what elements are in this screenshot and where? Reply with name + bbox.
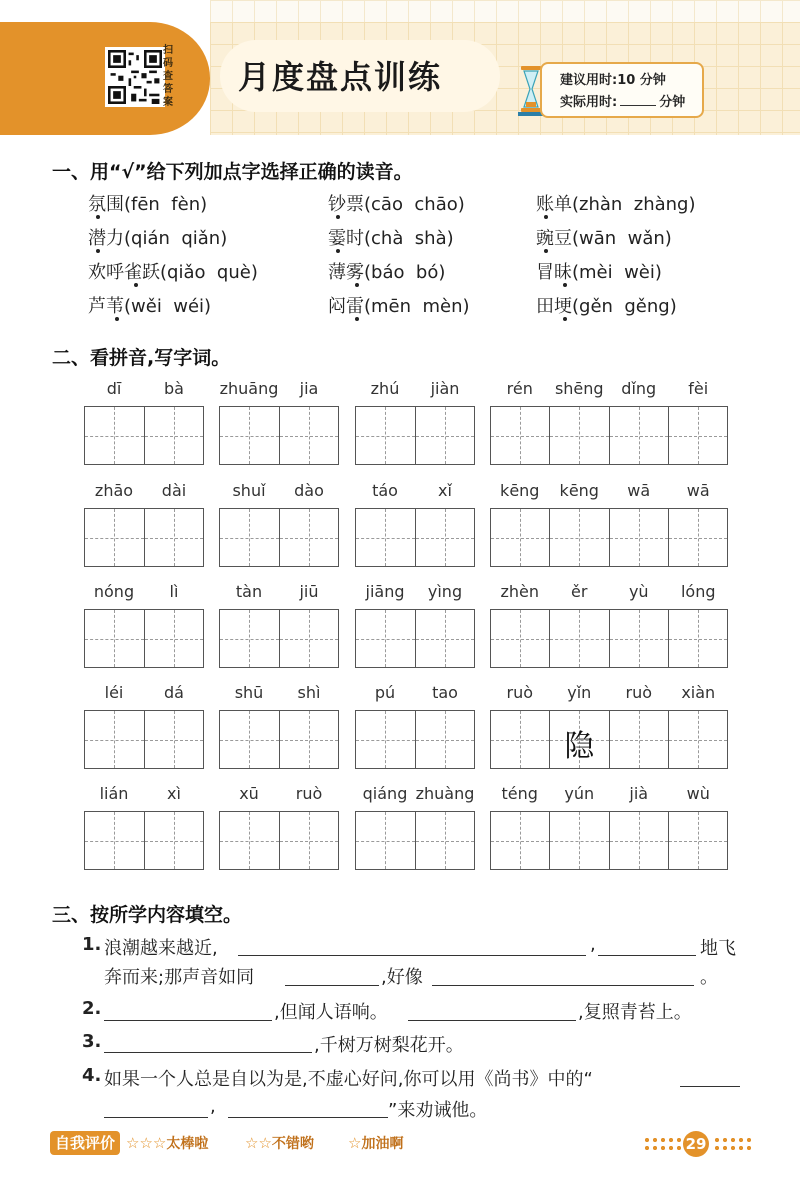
pinyin-label: ruò xyxy=(625,683,652,702)
q2-blank-1[interactable] xyxy=(104,1020,272,1021)
character-grid xyxy=(355,811,475,870)
pronunciation-item[interactable]: 欢呼雀跃(qiǎo què) xyxy=(88,262,258,283)
pronunciation-item[interactable]: 薄雾(báo bó) xyxy=(328,262,446,283)
character-grid xyxy=(84,609,204,668)
character-grid xyxy=(219,710,339,769)
rating-two-stars[interactable] xyxy=(245,1133,314,1153)
actual-time-field[interactable] xyxy=(620,105,656,106)
pinyin-label: shì xyxy=(297,683,321,702)
pinyin-label: shēng xyxy=(554,379,604,398)
character-cell[interactable] xyxy=(145,610,204,667)
star-icon: ☆ xyxy=(348,1134,362,1152)
q2-text-a: ,但闻人语响。 xyxy=(274,1002,388,1023)
pinyin-label: yún xyxy=(564,784,595,803)
pinyin-label: yìng xyxy=(427,582,463,601)
pinyin-label: shuǐ xyxy=(232,481,266,500)
q1-text-d: 奔而来;那声音如同 xyxy=(104,967,255,988)
character-grid xyxy=(355,508,475,567)
character-cell[interactable] xyxy=(356,711,416,768)
character-cell[interactable] xyxy=(669,407,727,464)
pinyin-label: zhú xyxy=(370,379,400,398)
q1-text-b: , xyxy=(590,934,596,955)
emphasis-dot xyxy=(134,283,138,287)
pinyin-label: dá xyxy=(164,683,184,702)
character-cell[interactable] xyxy=(550,407,609,464)
pinyin-label: zhuāng xyxy=(219,379,279,398)
character-cell[interactable] xyxy=(491,812,550,869)
rating-three-stars[interactable] xyxy=(126,1133,208,1153)
character-cell[interactable] xyxy=(356,610,416,667)
pinyin-label: ruò xyxy=(506,683,533,702)
star-icon: ☆☆ xyxy=(245,1134,272,1152)
pinyin-label: tao xyxy=(432,683,458,702)
character-grid xyxy=(84,406,204,465)
pronunciation-item[interactable]: 潜力(qián qiǎn) xyxy=(88,228,228,249)
q1-text-c: 地飞 xyxy=(700,938,736,959)
character-cell[interactable] xyxy=(610,812,669,869)
pinyin-label: jiāng xyxy=(365,582,405,601)
emphasis-dot xyxy=(336,215,340,219)
pinyin-label: dào xyxy=(294,481,324,500)
character-cell[interactable] xyxy=(280,509,339,566)
character-cell[interactable] xyxy=(356,407,416,464)
pinyin-label: wù xyxy=(686,784,710,803)
character-cell[interactable] xyxy=(550,711,609,768)
character-cell[interactable] xyxy=(550,610,609,667)
character-cell[interactable] xyxy=(145,711,204,768)
character-cell[interactable] xyxy=(416,509,475,566)
pinyin-label: dǐng xyxy=(621,379,657,398)
q3-text-a: ,千树万树梨花开。 xyxy=(314,1035,464,1056)
character-cell[interactable] xyxy=(85,812,145,869)
pinyin-label: xǐ xyxy=(438,481,452,500)
character-grid xyxy=(355,710,475,769)
pinyin-label: wā xyxy=(627,481,651,500)
character-cell[interactable] xyxy=(85,711,145,768)
header-grid-top xyxy=(210,0,800,22)
character-cell[interactable] xyxy=(280,407,339,464)
character-grid xyxy=(355,406,475,465)
character-cell[interactable] xyxy=(610,407,669,464)
pinyin-label: jiū xyxy=(299,582,319,601)
character-cell[interactable] xyxy=(356,509,416,566)
star-icon: ☆☆☆ xyxy=(126,1134,167,1152)
character-grid xyxy=(490,811,728,870)
character-cell[interactable] xyxy=(550,509,609,566)
page-deco-right xyxy=(713,1136,753,1152)
emphasis-dot xyxy=(544,249,548,253)
character-grid xyxy=(490,710,728,769)
pinyin-label: rén xyxy=(506,379,533,398)
pinyin-label: táo xyxy=(372,481,398,500)
pinyin-label: jia xyxy=(299,379,319,398)
time-box xyxy=(540,62,704,118)
q2-text-b: ,复照青苔上。 xyxy=(578,1002,692,1023)
self-evaluation-badge: 自我评价 xyxy=(50,1131,120,1155)
pinyin-label: bà xyxy=(164,379,184,398)
pinyin-label: jiàn xyxy=(430,379,460,398)
pinyin-label: xiàn xyxy=(681,683,716,702)
pinyin-label: lì xyxy=(169,582,179,601)
character-grid xyxy=(84,811,204,870)
character-cell[interactable] xyxy=(669,610,727,667)
pinyin-label: wā xyxy=(686,481,710,500)
pinyin-label: xì xyxy=(167,784,181,803)
pinyin-label: lián xyxy=(99,784,129,803)
emphasis-dot xyxy=(563,317,567,321)
q1-blank-3[interactable] xyxy=(285,985,379,986)
character-cell[interactable] xyxy=(85,610,145,667)
pinyin-label: zhèn xyxy=(500,582,540,601)
emphasis-dot xyxy=(355,283,359,287)
character-cell[interactable] xyxy=(491,407,550,464)
page-title: 月度盘点训练 xyxy=(238,58,443,96)
character-cell[interactable] xyxy=(416,610,475,667)
q2-number: 2. xyxy=(82,998,102,1019)
q1-blank-1[interactable] xyxy=(238,955,586,956)
pronunciation-item[interactable]: 芦苇(wěi wéi) xyxy=(88,296,212,317)
character-cell[interactable] xyxy=(280,610,339,667)
q3-number: 3. xyxy=(82,1031,102,1052)
rating3-label: 加油啊 xyxy=(361,1136,404,1152)
character-cell[interactable] xyxy=(145,812,204,869)
character-cell[interactable] xyxy=(669,711,727,768)
pinyin-label: qiáng xyxy=(362,784,408,803)
character-cell[interactable] xyxy=(669,509,727,566)
pronunciation-item[interactable]: 冒昧(mèi wèi) xyxy=(536,262,662,283)
pinyin-label: léi xyxy=(104,683,124,702)
character-cell[interactable] xyxy=(280,812,339,869)
character-cell[interactable] xyxy=(416,812,475,869)
character-grid xyxy=(490,406,728,465)
character-cell[interactable] xyxy=(550,812,609,869)
character-cell[interactable] xyxy=(491,711,550,768)
character-cell[interactable] xyxy=(220,509,280,566)
character-grid xyxy=(84,710,204,769)
pronunciation-item[interactable]: 账单(zhàn zhàng) xyxy=(536,194,696,215)
character-cell[interactable] xyxy=(145,509,204,566)
pinyin-label: dài xyxy=(161,481,187,500)
pinyin-label: shū xyxy=(234,683,264,702)
pinyin-label: jià xyxy=(629,784,649,803)
character-grid xyxy=(219,609,339,668)
q1-number: 1. xyxy=(82,934,102,955)
character-cell[interactable] xyxy=(220,812,280,869)
pronunciation-item[interactable]: 豌豆(wān wǎn) xyxy=(536,228,672,249)
pinyin-label: ěr xyxy=(571,582,588,601)
q4-blank-1[interactable] xyxy=(680,1086,740,1087)
character-cell[interactable] xyxy=(610,509,669,566)
character-grid xyxy=(490,609,728,668)
character-cell[interactable] xyxy=(85,509,145,566)
character-cell[interactable] xyxy=(220,407,280,464)
pinyin-label: téng xyxy=(501,784,538,803)
q1-text-a: 浪潮越来越近, xyxy=(104,938,218,959)
character-cell[interactable] xyxy=(220,610,280,667)
character-cell[interactable] xyxy=(356,812,416,869)
character-grid xyxy=(219,811,339,870)
cell-character: 隐 xyxy=(564,729,595,764)
character-cell[interactable] xyxy=(145,407,204,464)
rating2-label: 不错哟 xyxy=(271,1136,314,1152)
character-cell[interactable] xyxy=(416,407,475,464)
pinyin-label: pú xyxy=(374,683,396,702)
q4-blank-3[interactable] xyxy=(228,1117,388,1118)
character-cell[interactable] xyxy=(610,610,669,667)
suggested-time: 建议用时:10 分钟 xyxy=(560,73,666,88)
q1-text-e: ,好像 xyxy=(381,967,423,988)
q2-blank-2[interactable] xyxy=(408,1020,576,1021)
character-grid xyxy=(355,609,475,668)
pronunciation-item[interactable]: 氛围(fēn fèn) xyxy=(88,194,208,215)
pinyin-label: yù xyxy=(628,582,649,601)
q3-blank-1[interactable] xyxy=(104,1052,312,1053)
q4-text-b: , xyxy=(210,1096,216,1117)
character-cell[interactable] xyxy=(491,509,550,566)
actual-time-unit: 分钟 xyxy=(659,95,686,110)
section3-title: 三、按所学内容填空。 xyxy=(52,904,243,926)
character-cell[interactable] xyxy=(491,610,550,667)
pinyin-label: kēng xyxy=(559,481,599,500)
header xyxy=(0,0,800,135)
section1-title: 一、用“√”给下列加点字选择正确的读音。 xyxy=(52,161,413,183)
emphasis-dot xyxy=(355,317,359,321)
character-grid xyxy=(219,508,339,567)
character-grid xyxy=(84,508,204,567)
character-cell[interactable] xyxy=(610,711,669,768)
page-deco-left xyxy=(643,1136,683,1152)
emphasis-dot xyxy=(115,317,119,321)
qr-caption: 扫码查答案 xyxy=(163,45,173,108)
pinyin-label: ruò xyxy=(295,784,323,803)
pinyin-label: zhāo xyxy=(94,481,134,500)
character-cell[interactable] xyxy=(416,711,475,768)
emphasis-dot xyxy=(563,283,567,287)
character-cell[interactable] xyxy=(669,812,727,869)
q4-blank-2[interactable] xyxy=(104,1117,208,1118)
pinyin-label: zhuàng xyxy=(415,784,475,803)
q1-blank-4[interactable] xyxy=(432,985,694,986)
actual-time-label: 实际用时: xyxy=(560,95,618,110)
emphasis-dot xyxy=(544,215,548,219)
rating-one-star[interactable] xyxy=(348,1133,403,1153)
pronunciation-item[interactable]: 钞票(cāo chāo) xyxy=(328,194,465,215)
q4-text-a: 如果一个人总是自以为是,不虚心好问,你可以用《尚书》中的“ xyxy=(104,1069,593,1090)
pinyin-label: dī xyxy=(106,379,122,398)
q4-text-c: ”来劝诫他。 xyxy=(388,1100,488,1121)
q1-blank-2[interactable] xyxy=(598,955,696,956)
pinyin-label: nóng xyxy=(93,582,135,601)
q1-text-f: 。 xyxy=(700,967,718,988)
qr-code-icon[interactable] xyxy=(105,47,165,107)
character-grid xyxy=(490,508,728,567)
character-cell[interactable] xyxy=(280,711,339,768)
pronunciation-item[interactable]: 霎时(chà shà) xyxy=(328,228,454,249)
emphasis-dot xyxy=(96,249,100,253)
pinyin-label: kēng xyxy=(500,481,540,500)
pinyin-label: fèi xyxy=(688,379,709,398)
pinyin-label: lóng xyxy=(680,582,716,601)
actual-time-row xyxy=(560,91,685,110)
pinyin-label: xū xyxy=(239,784,259,803)
emphasis-dot xyxy=(96,215,100,219)
rating1-label: 太棒啦 xyxy=(166,1136,209,1152)
page-number: 29 xyxy=(683,1131,709,1157)
character-cell[interactable] xyxy=(85,407,145,464)
character-cell[interactable] xyxy=(220,711,280,768)
pinyin-label: yǐn xyxy=(567,683,592,702)
section2-title: 二、看拼音,写字词。 xyxy=(52,347,231,369)
pinyin-label: tàn xyxy=(235,582,263,601)
pronunciation-item[interactable]: 田埂(gěn gěng) xyxy=(536,296,677,317)
q4-number: 4. xyxy=(82,1065,102,1086)
character-grid xyxy=(219,406,339,465)
emphasis-dot xyxy=(336,249,340,253)
pronunciation-item[interactable]: 闷雷(mēn mèn) xyxy=(328,296,470,317)
